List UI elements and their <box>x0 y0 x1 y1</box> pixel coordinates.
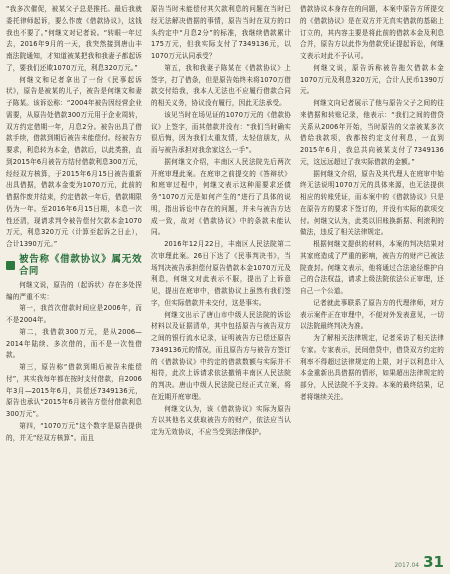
page-footer <box>394 553 444 571</box>
section-heading <box>6 254 142 277</box>
paragraph: 据何继文介绍，丰南区人民法院先后两次开庭审理此案。在庭审之前提交的《答辩状》和庭审过程中，何继文表示这种需要求还债务“1070万元是如何产生的”进行了具体的说明，指出诉讼中存在的问题，并未与被告方达成一致，故对《借款协议》中的条款未能认同。 <box>151 157 291 237</box>
paragraph: 据何继文介绍，原告及其代理人在庭审中始终无法说明1070万元的具体来源，也无法提供相应的转账凭证，而本案中的《借款协议》只是在原告方的要求下签订的，并没有实际的款项交付。何继文认为，此类以旧账换新据、利滚利的做法，违反了相关法律规定。 <box>300 169 444 237</box>
paragraph: 何继文向记者展示了他与原告父子之间的往来借据和转账记录，他表示：“我们之间的借贷关系从2006年开始，当时原告的父亲被某多次借给我款项，我都按约定支付利息，一直到2015年6月，我总共向被某支付了7349136元，这远远超过了我实际借款的金额。” <box>300 99 444 166</box>
paragraph: 何继文说，原告的（起诉状）存在多处捏编的严重不实： <box>6 280 142 301</box>
paragraph: 第四，“1070万元”这个数字是原告提供的，并无“经双方核算”。而且 <box>6 421 142 442</box>
paragraph: 根据何继文提供的材料，本案的判决结果对其家庭造成了严重的影响，被告方的财产已被法院查封。何继文表示，他将通过合法途径维护自己的合法权益，请求上级法院依法公正审理，还自己一个公道。 <box>300 240 444 295</box>
paragraph: 原告当时未能偿付其欠款利息的问题在当时已经无法解决借据的事情，原告当时在双方的口头约定中“月息2分”的标准，我继续借款累计175万元，但我实际支付了7349136元，以1070万元认同承受？ <box>151 5 291 60</box>
paragraph: 何继文说，原告诉称被告拖欠借款本金1070万元及利息320万元，合计人民币1390万元。 <box>300 63 444 96</box>
paragraph: 何继文出示了唐山市中级人民法院的诉讼材料以及证据清单，其中包括原告与被告双方之间的银行流水记录，证明被告方已偿还原告7349136元的情况，而且原告方与被告方签订的《借款协议》中约定的借款数额与实际并不相符，此次上诉请求依法撤销丰南区人民法院的判决。唐山中级人民法院已经正式立案，将在近期开庭审理。 <box>151 310 291 401</box>
paragraph: 何继文和记者拿出了一份《民事起诉状》，原告是被某的儿子，被告是何继文和妻子陈某。该诉讼称：“2004年被告因经营企业需要，从原告处借款300万元用于企业周转，双方约定借期一年，月息2分。被告出具了借款手续，借款到期后被告未能偿付。经被告方要求，利息转为本金，借款后，以此类推，直到2015年6月被告方结付借款利息300万元，经经双方核算，于2015年6月15日被告重新出具借据，借款本金变为1070万元，此前的借据作废并结束，约定借款一年后，借款期限仍为一年。至2016年6月15日期，本息一次性还清，现请求判令被告偿付欠款本金1070万元，利息320万元（计算至起诉之日止），合计1390万元。” <box>6 75 142 248</box>
text-column-middle <box>151 4 291 439</box>
page-number: 31 <box>423 553 444 571</box>
paragraph: 第三，原告称“借款到期后被告未能偿付”，其实我每年都在按时支付借款，自2006年3月—2015年6月，共偿还7349136元，原告也承认“2015年6月被告方偿付借款利息300万元”。 <box>6 363 142 418</box>
paragraph: 第一，我首次借款时间应是2006年，而不是2004年。 <box>6 304 142 324</box>
paragraph: “我多次催促，被某父子总是推托。最后我就委托律师起诉，要么作废《借款协议》，这钱我也不要了。”何继文对记者说。“转眼一年过去，2016年9月的一天，我突然接到唐山丰南法院通知，才知道被某把我和我妻子都起诉了，要我们还欺1070万元，利息320万元。” <box>6 5 142 72</box>
paragraph: 第二，我借款300万元，是从2006—2014年陆续、多次借的，而不是一次性借款。 <box>6 327 142 360</box>
paragraph: 记者就此事联系了原告方的代理律师，对方表示案件正在审理中，不便对外发表意见，一切以法院最终判决为准。 <box>300 298 444 331</box>
text-column-right <box>300 4 444 404</box>
text-column-left <box>6 4 142 444</box>
paragraph: 何继文认为，该《借款协议》实际为原告方以其他名义获取被告方的财产，依法应当认定为无效协议，不应当受到法律保护。 <box>151 404 291 436</box>
paragraph: 该见当时在场见证的1070万元的《借款协议》上签字，而其借款并没有：“我们当时确实很后悔，因为我们太重友情，太轻信朋友，从而与被告承担对我余家这么一手”。 <box>151 110 291 154</box>
section-heading-text: 被告称《借款协议》属无效合同 <box>19 254 142 277</box>
paragraph: 2016年12月22日，丰南区人民法院第二次审理此案。26日下达了《民事判决书》，当场判决被告承担偿付原告借款本金1070万元及利息，何继文对此表示不服，提出了上诉意见，提出在庭审中，借款协议上虽然有我们签字，但实际借款并未交付，这是事实。 <box>151 240 291 307</box>
issue-date: 2017.04 <box>394 562 420 569</box>
paragraph: 第五，我和我妻子陈某在《借款协议》上签字，打了借条，但是原告始终未将1070万借款交付给我，我本人无法也不应履行借款合同的相关义务，协议没有履行，因此无法承受。 <box>151 63 291 107</box>
paragraph: 为了解相关法律规定，记者采访了相关法律专家。专家表示，民间借贷中，借贷双方约定的利率不得超过法律规定的上限，对于以利息计入本金重新出具借据的情形，如果超出法律规定的部分，人民法院不予支持。本案的最终结果，记者将继续关注。 <box>300 334 444 401</box>
square-bullet-icon <box>6 261 15 270</box>
paragraph: 借款协议本身存在的问题，本案中原告方所提交的《借款协议》是在双方并无真实借款的基础上订立的，其内容主要是将此前的借款本金及利息合并，原告方以此作为借款凭证提起诉讼，何继文表示对此不予认可。 <box>300 5 444 60</box>
